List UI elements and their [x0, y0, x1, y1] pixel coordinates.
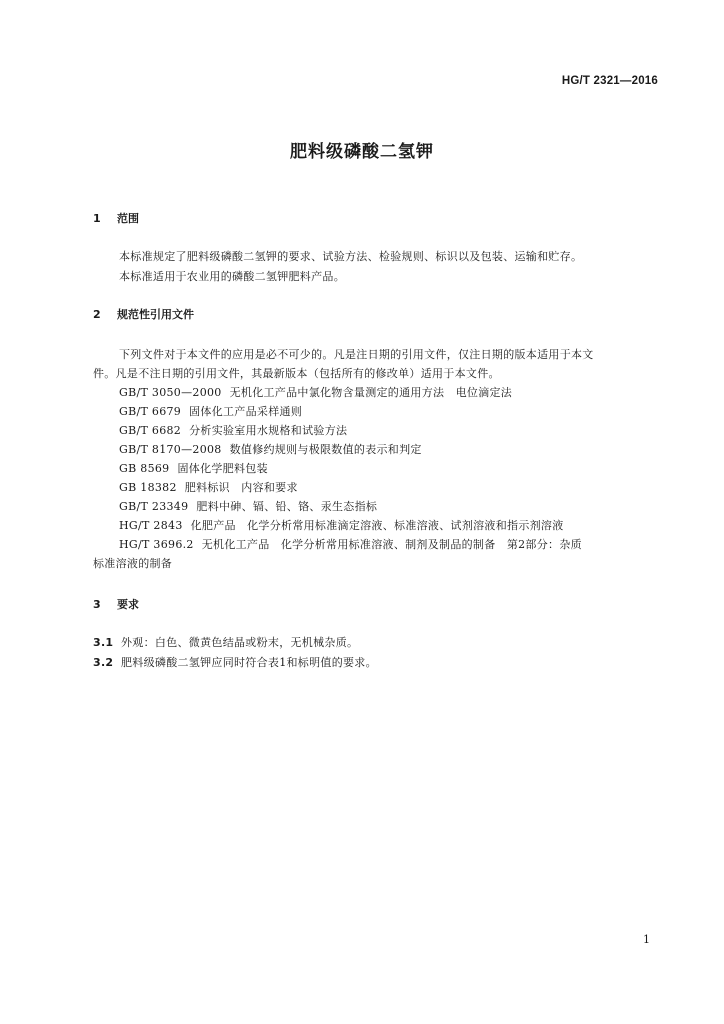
section-heading-scope [93, 210, 139, 226]
paragraph: 下列文件对于本文件的应用是必不可少的。凡是注日期的引用文件，仅注日期的版本适用于本文 [119, 348, 594, 361]
section-title: 要求 [117, 598, 139, 611]
clause-number: 3.2 [93, 656, 114, 669]
reference-code: GB/T 8170—2008 [119, 443, 222, 456]
clause-text: 肥料级磷酸二氢钾应同时符合表1和标明值的要求。 [121, 656, 377, 669]
reference-code: GB/T 6679 [119, 405, 182, 418]
paragraph: 本标准适用于农业用的磷酸二氢钾肥料产品。 [119, 270, 345, 283]
reference-item [119, 441, 422, 457]
section-heading-requirements [93, 596, 139, 612]
paragraph: 件。凡是不注日期的引用文件，其最新版本（包括所有的修改单）适用于本文件。 [93, 367, 500, 380]
reference-title: 分析实验室用水规格和试验方法 [189, 424, 348, 437]
document-title: 肥料级磷酸二氢钾 [290, 142, 434, 162]
section-number: 1 [93, 212, 101, 225]
reference-title: 化肥产品 化学分析常用标准滴定溶液、标准溶液、试剂溶液和指示剂溶液 [190, 519, 564, 532]
reference-item [119, 384, 512, 400]
reference-item [119, 536, 582, 552]
reference-code: GB 18382 [119, 481, 177, 494]
clause [93, 654, 377, 670]
reference-code: GB 8569 [119, 462, 170, 475]
reference-title: 固体化工产品采样通则 [189, 405, 303, 418]
reference-item [119, 479, 298, 495]
section-heading-normative [93, 306, 194, 322]
reference-code: HG/T 2843 [119, 519, 183, 532]
standard-code: HG/T 2321—2016 [561, 75, 658, 87]
page-number: 1 [643, 933, 650, 946]
reference-code: GB/T 23349 [119, 500, 189, 513]
reference-item [119, 517, 564, 533]
section-number: 2 [93, 308, 101, 321]
clause-text: 外观：白色、微黄色结晶或粉末，无机械杂质。 [121, 636, 359, 649]
clause [93, 634, 358, 650]
section-title: 规范性引用文件 [117, 308, 194, 321]
reference-item [119, 422, 347, 438]
reference-title: 数值修约规则与极限数值的表示和判定 [229, 443, 422, 456]
reference-item [119, 403, 302, 419]
clause-number: 3.1 [93, 636, 114, 649]
paragraph: 本标准规定了肥料级磷酸二氢钾的要求、试验方法、检验规则、标识以及包装、运输和贮存。 [119, 250, 583, 263]
reference-continuation: 标准溶液的制备 [93, 557, 173, 570]
reference-title: 无机化工产品中氯化物含量测定的通用方法 电位滴定法 [229, 386, 513, 399]
reference-title: 无机化工产品 化学分析常用标准溶液、制剂及制品的制备 第2部分：杂质 [201, 538, 582, 551]
reference-title: 肥料中砷、镉、铅、铬、汞生态指标 [196, 500, 378, 513]
reference-item [119, 460, 268, 476]
reference-code: GB/T 3050—2000 [119, 386, 222, 399]
section-title: 范围 [117, 212, 139, 225]
section-number: 3 [93, 598, 101, 611]
reference-code: HG/T 3696.2 [119, 538, 194, 551]
reference-title: 固体化学肥料包装 [177, 462, 268, 475]
reference-title: 肥料标识 内容和要求 [184, 481, 298, 494]
reference-item [119, 498, 377, 514]
reference-code: GB/T 6682 [119, 424, 182, 437]
